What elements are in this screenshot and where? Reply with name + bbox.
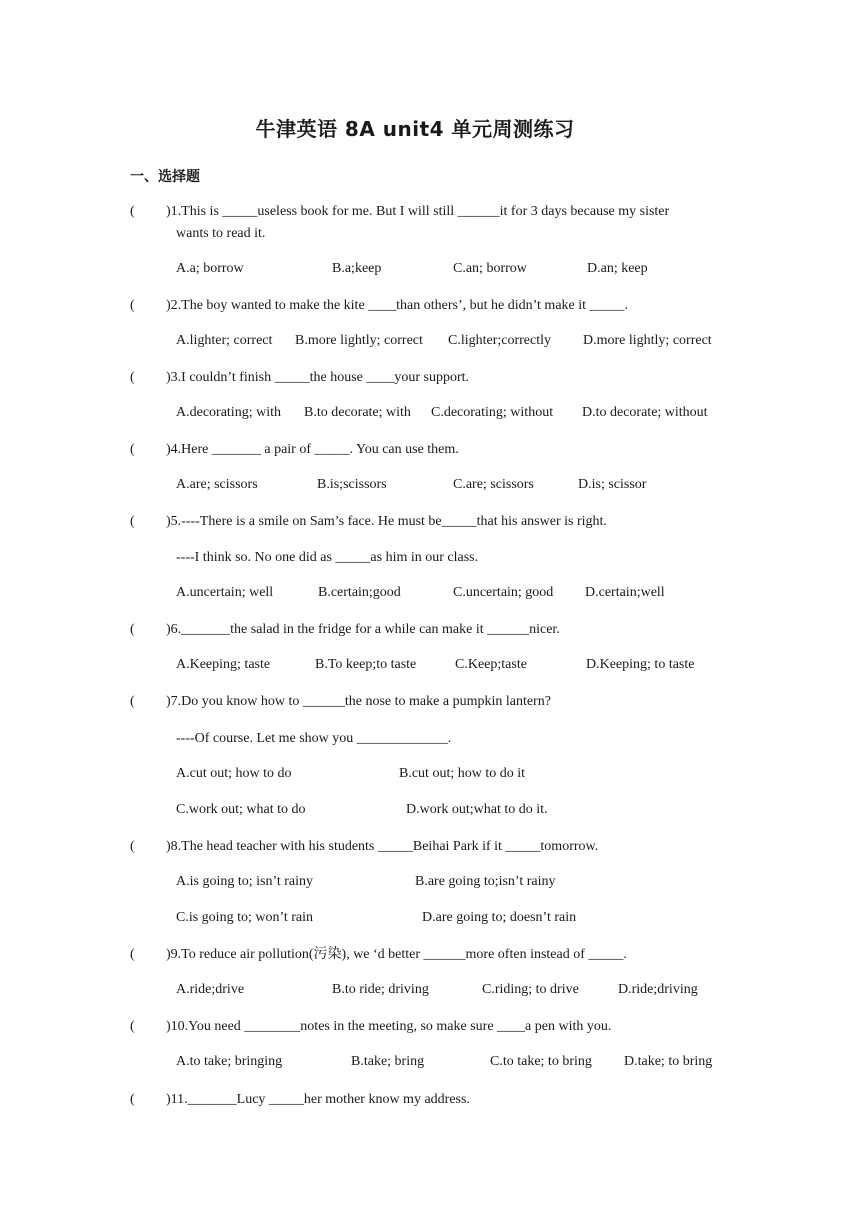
question-dialogue-reply: ----I think so. No one did as _____as him in our class. [176,550,479,565]
answer-paren: ( [130,839,135,854]
option-d: D.are going to; doesn’t rain [422,910,577,925]
question-stem: )10.You need ________notes in the meeting, so make sure ____a pen with you. [166,1019,612,1034]
option-a: A.Keeping; taste [176,657,271,672]
question-dialogue-reply: ----Of course. Let me show you _____________. [176,731,452,746]
answer-paren: ( [130,694,135,709]
option-c: C.Keep;taste [455,657,527,672]
option-c: C.an; borrow [453,261,527,276]
answer-paren: ( [130,442,135,457]
option-d: D.work out;what to do it. [406,802,548,817]
question-stem [166,201,732,245]
answer-paren: ( [130,622,135,637]
answer-paren: ( [130,514,135,529]
option-c: C.lighter;correctly [448,333,552,348]
question-stem: )9.To reduce air pollution(污染), we ‘d better ______more often instead of _____. [166,947,627,962]
option-b: B.a;keep [332,261,382,276]
option-d: D.is; scissor [578,477,647,492]
document-title: 牛津英语 8A unit4 单元周测练习 [255,117,575,141]
option-b: B.certain;good [318,585,401,600]
answer-paren: ( [130,204,135,219]
option-a: A.uncertain; well [176,585,274,600]
option-c: C.work out; what to do [176,802,306,817]
option-b: B.are going to;isn’t rainy [415,874,556,889]
option-a: A.to take; bringing [176,1054,283,1069]
option-b: B.cut out; how to do it [399,766,525,781]
option-c: C.is going to; won’t rain [176,910,314,925]
option-a: A.cut out; how to do [176,766,292,781]
option-b: B.To keep;to taste [315,657,417,672]
option-a: A.is going to; isn’t rainy [176,874,314,889]
option-d: D.more lightly; correct [583,333,712,348]
option-a: A.lighter; correct [176,333,273,348]
option-a: A.ride;drive [176,982,245,997]
question-stem: )6._______the salad in the fridge for a while can make it ______nicer. [166,622,560,637]
question-stem-continuation: wants to read it. [176,226,266,241]
option-c: C.decorating; without [431,405,554,420]
option-b: B.take; bring [351,1054,425,1069]
question-stem: )5.----There is a smile on Sam’s face. He must be_____that his answer is right. [166,514,607,529]
question-stem: )7.Do you know how to ______the nose to make a pumpkin lantern? [166,694,551,709]
question-stem: )11._______Lucy _____her mother know my address. [166,1092,470,1107]
option-d: D.to decorate; without [582,405,708,420]
question-stem: )8.The head teacher with his students _____Beihai Park if it _____tomorrow. [166,839,599,854]
option-b: B.to decorate; with [304,405,411,420]
option-b: B.is;scissors [317,477,387,492]
option-a: A.are; scissors [176,477,258,492]
option-c: C.riding; to drive [482,982,579,997]
option-a: A.a; borrow [176,261,244,276]
answer-paren: ( [130,1019,135,1034]
question-stem: )4.Here _______ a pair of _____. You can use them. [166,442,459,457]
option-d: D.take; to bring [624,1054,713,1069]
option-c: C.to take; to bring [490,1054,592,1069]
option-d: D.certain;well [585,585,665,600]
question-stem-line: )1.This is _____useless book for me. But I will still ______it for 3 days because my sister [166,204,670,219]
option-d: D.an; keep [587,261,648,276]
answer-paren: ( [130,947,135,962]
option-d: D.ride;driving [618,982,698,997]
answer-paren: ( [130,370,135,385]
question-stem: )2.The boy wanted to make the kite ____than others’, but he didn’t make it _____. [166,298,629,313]
option-d: D.Keeping; to taste [586,657,695,672]
option-a: A.decorating; with [176,405,281,420]
option-c: C.uncertain; good [453,585,554,600]
option-b: B.more lightly; correct [295,333,423,348]
answer-paren: ( [130,1092,135,1107]
question-stem: )3.I couldn’t finish _____the house ____your support. [166,370,470,385]
answer-paren: ( [130,298,135,313]
option-c: C.are; scissors [453,477,534,492]
section-heading: 一、选择题 [130,169,200,185]
option-b: B.to ride; driving [332,982,429,997]
